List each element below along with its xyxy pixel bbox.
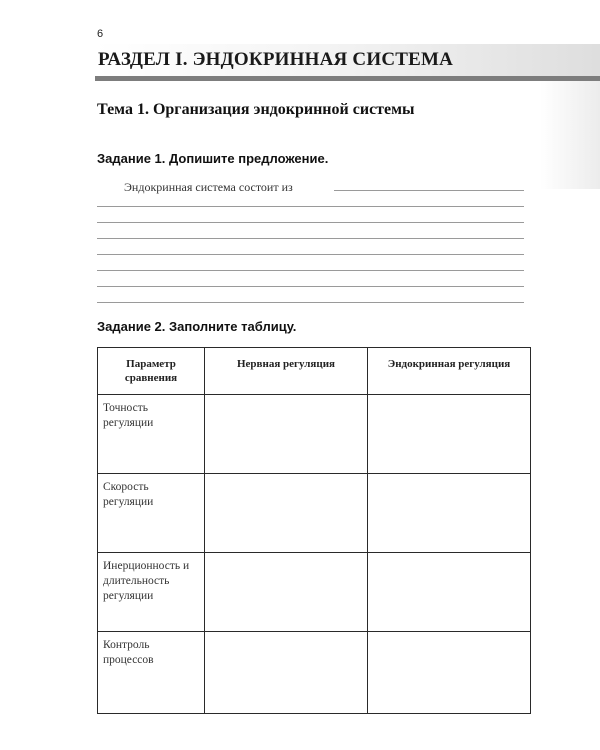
answer-cell-nervous[interactable] (205, 395, 368, 474)
table-row (98, 553, 531, 632)
topic-title: Тема 1. Организация эндокринной системы (97, 101, 415, 118)
answer-line-5[interactable] (97, 254, 524, 255)
answer-cell-endocrine[interactable] (368, 553, 531, 632)
row-param-label: Инерционность и длительность регуляции (98, 553, 205, 632)
answer-cell-endocrine[interactable] (368, 474, 531, 553)
answer-line-2[interactable] (97, 206, 524, 207)
header-param: Параметр сравнения (98, 348, 205, 395)
table-header-row (98, 348, 531, 395)
table-row (98, 474, 531, 553)
table-row (98, 395, 531, 474)
answer-cell-nervous[interactable] (205, 553, 368, 632)
answer-line-3[interactable] (97, 222, 524, 223)
answer-cell-nervous[interactable] (205, 632, 368, 714)
answer-line-8[interactable] (97, 302, 524, 303)
task1-title: Задание 1. Допишите предложение. (97, 151, 329, 166)
page-edge-shade (540, 81, 600, 189)
task1-prompt: Эндокринная система состоит из (124, 180, 293, 194)
answer-line-1[interactable] (334, 190, 524, 191)
answer-cell-nervous[interactable] (205, 474, 368, 553)
header-nervous: Нервная регуляция (205, 348, 368, 395)
comparison-table (97, 347, 531, 714)
row-param-label: Скорость регуляции (98, 474, 205, 553)
page-number: 6 (97, 28, 104, 40)
answer-line-7[interactable] (97, 286, 524, 287)
row-param-label: Контроль процессов (98, 632, 205, 714)
answer-cell-endocrine[interactable] (368, 632, 531, 714)
section-title: РАЗДЕЛ I. ЭНДОКРИННАЯ СИСТЕМА (98, 49, 454, 70)
answer-cell-endocrine[interactable] (368, 395, 531, 474)
section-header-rule (95, 76, 600, 81)
answer-line-4[interactable] (97, 238, 524, 239)
header-endocrine: Эндокринная регуляция (368, 348, 531, 395)
row-param-label: Точность регуляции (98, 395, 205, 474)
task2-title: Задание 2. Заполните таблицу. (97, 319, 297, 334)
answer-line-6[interactable] (97, 270, 524, 271)
table-row (98, 632, 531, 714)
